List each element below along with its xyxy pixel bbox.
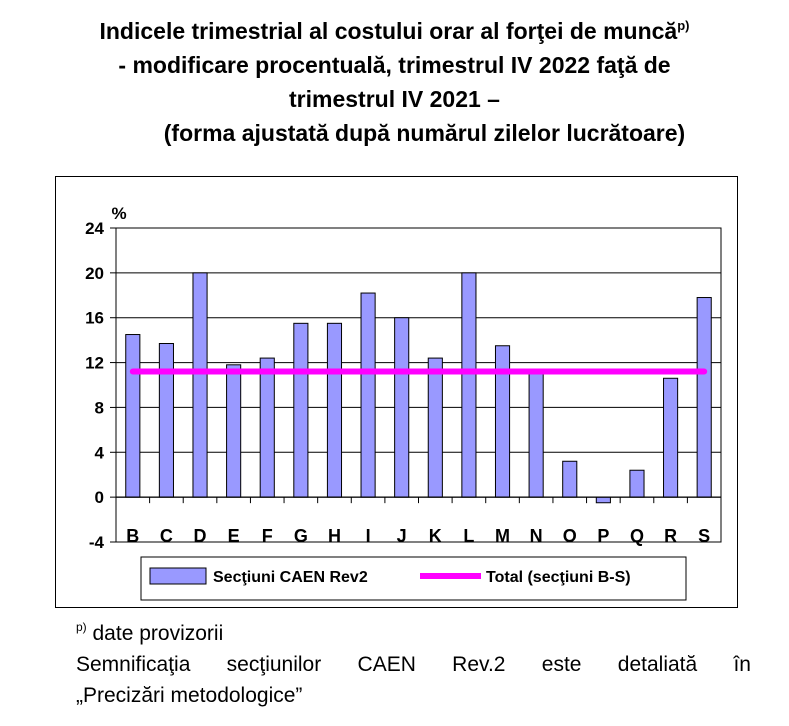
x-tick-label: H [327, 526, 341, 547]
x-tick-label: L [463, 526, 475, 547]
bar-S [697, 298, 711, 498]
y-tick-label: -4 [88, 533, 104, 552]
x-tick-label: N [529, 526, 543, 547]
x-tick-label: I [365, 526, 371, 547]
x-tick-label: G [293, 526, 308, 547]
y-tick-label: 24 [85, 219, 104, 238]
x-tick-label: P [597, 526, 610, 547]
legend-label-total: Total (secţiuni B-S) [486, 569, 631, 586]
y-tick-label: 4 [94, 443, 104, 463]
x-tick-label: Q [629, 526, 644, 547]
y-tick-label: 0 [94, 488, 104, 508]
x-tick-label: J [396, 526, 407, 547]
bar-D [193, 273, 207, 497]
bar-B [126, 335, 140, 498]
bar-K [428, 358, 442, 497]
bar-N [529, 374, 543, 497]
x-tick-label: S [698, 526, 711, 547]
y-tick-label: 12 [85, 353, 104, 373]
bar-I [361, 293, 375, 497]
x-tick-label: F [261, 526, 273, 547]
footnote-superscript: p) [76, 620, 87, 634]
title-line-1: Indicele trimestrial al costului orar al forţei de muncă [99, 18, 678, 44]
bar-O [563, 461, 577, 497]
x-tick-label: E [227, 526, 240, 547]
x-tick-label: D [193, 526, 207, 547]
bar-R [664, 378, 678, 497]
footnote-line-2: Semnificaţia secţiunilor CAEN Rev.2 este detaliată în [76, 653, 751, 676]
footnote-text: date provizorii [86, 622, 224, 645]
x-tick-label: R [664, 526, 678, 547]
bar-E [227, 365, 241, 497]
title-line-3: trimestrul IV 2021 – [289, 86, 500, 112]
x-tick-label: O [562, 526, 577, 547]
bar-Q [630, 470, 644, 497]
x-tick-label: K [428, 526, 442, 547]
bar-J [395, 318, 409, 497]
title-line-4: (forma ajustată după numărul zilelor lucrătoare) [163, 120, 686, 146]
footnote [76, 618, 751, 711]
title-superscript: p) [677, 18, 690, 33]
bar-H [327, 323, 341, 497]
footnote-line-3: „Precizări metodologice” [76, 684, 303, 707]
title-line-2: - modificare procentuală, trimestrul IV 2022 faţă de [118, 52, 671, 78]
bar-F [260, 358, 274, 497]
x-tick-label: C [159, 526, 173, 547]
y-tick-label: 16 [85, 308, 104, 328]
bar-M [495, 346, 509, 497]
x-tick-label: M [495, 526, 511, 547]
legend-label-bars: Secţiuni CAEN Rev2 [213, 569, 368, 586]
bar-C [159, 344, 173, 498]
legend-bar-swatch [150, 568, 206, 584]
bar-G [294, 323, 308, 497]
y-unit-label: % [111, 204, 127, 223]
y-tick-label: 8 [94, 398, 104, 418]
y-tick-label: 20 [85, 263, 104, 283]
bar-L [462, 273, 476, 497]
bar-P [596, 497, 610, 503]
x-tick-label: B [126, 526, 140, 547]
